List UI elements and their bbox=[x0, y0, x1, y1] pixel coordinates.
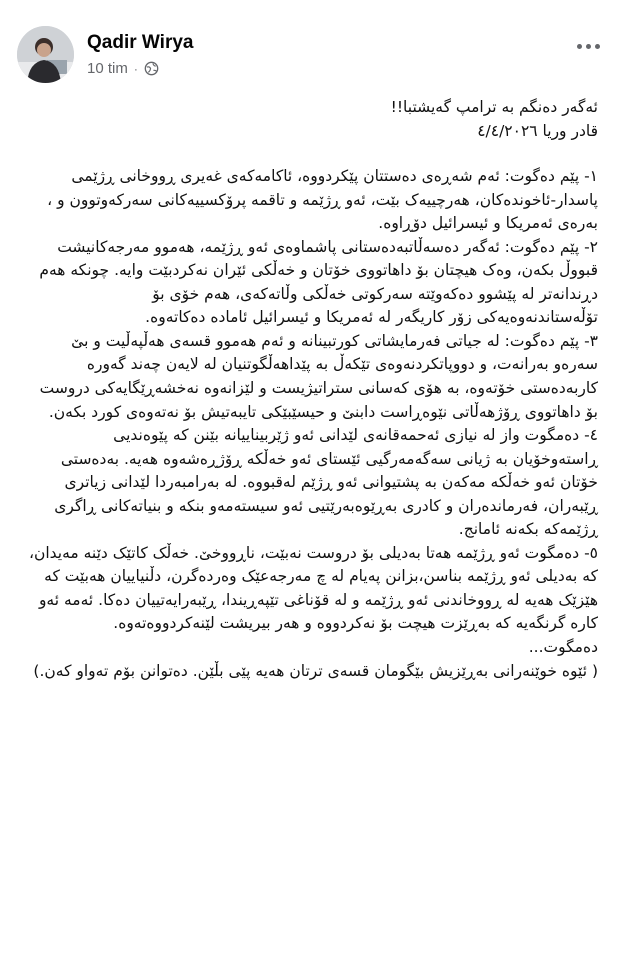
paragraph-readers-note: ( ئێوە خوێنەرانی بەڕێزیش بێگومان قسەی ترتان هەیە پێی بڵێن. دەتوانن بۆم تەواو کەن.) bbox=[33, 661, 598, 680]
post-meta bbox=[87, 60, 159, 77]
post-timestamp[interactable]: 10 tim bbox=[87, 60, 128, 77]
author-avatar[interactable] bbox=[17, 26, 74, 83]
post-signature: قادر وریا ٤/٤/٢٠٢٦ bbox=[477, 121, 598, 140]
post-headline: ئەگەر دەنگم بە ترامپ گەیشتبا!! bbox=[390, 98, 598, 116]
paragraph-2: ٢- پێم دەگوت: ئەگەر دەسەڵاتبەدەستانی پاشماوەی ئەو ڕژێمە، هەموو مەرجەکانیشت قبووڵ بکەن، وەک هیچتان بۆ داهاتووی خۆتان و خەڵکی ئێران نەکردبێت وایە. چونکە هەم دڕندانەتر لە پێشوو دەکەوێتە سەرکوتی خەڵکی وڵاتەکەی، هەم خۆی بۆ تۆڵەستاندنەوەیەکی زۆر کاریگەر لە ئەمریکا و ئیسرائیل ئامادە دەکاتەوە. bbox=[39, 237, 598, 327]
globe-icon[interactable] bbox=[144, 61, 159, 76]
paragraph-closing: دەمگوت... bbox=[528, 638, 598, 657]
post-header bbox=[0, 0, 620, 90]
post-body bbox=[28, 96, 598, 683]
more-options-icon[interactable] bbox=[572, 36, 604, 56]
author-name[interactable]: Qadir Wirya bbox=[87, 32, 194, 53]
paragraph-3: ٣- پێم دەگوت: لە جیاتی فەرمایشاتی کورتبینانە و ئەم هەموو قسەی هەڵپەڵیت و بێ سەرەو بەرانەت، و دووپاتکردنەوەی تێکەڵ بە پێداهەڵگوتنیان لە لایەن چەند گەورە کاربەدەستی خۆتەوە، بە هۆی کەسانی ستراتیژیست و لێزانەوە نەخشەڕێگایەکی دروست بۆ داهاتووی ڕۆژهەڵاتی نێوەڕاست دابنێ و حیسێبێکی تایبەتیش بۆ نەتەوەی کورد بکەن. bbox=[39, 331, 598, 421]
paragraph-5: ٥- دەمگوت ئەو ڕژێمە هەتا بەدیلی بۆ دروست نەبێت، ناڕووخێ. خەڵک کاتێک دێنە مەیدان، کە بەدیلی ئەو ڕژێمە بناسن،بزانن پەیام لە چ مەرجەعێک وەردەگرن، دڵنیاییان هەبێت کە هێزێک هەیە لە ڕووخاندنی ئەو ڕژێمە و لە قۆناغی تێپەڕیندا، ڕێبەرایەتییان دەکا. ئەمە ئەو کارە گرنگەیە کە بەڕێزت هیچت بۆ نەکردووە و هەر بیریشت لێنەکردووەتەوە. bbox=[28, 543, 598, 633]
paragraph-4: ٤- دەمگوت واز لە نیازی ئەحمەقانەی لێدانی ئەو ژێربیناییانە بێنن کە پێوەندیی ڕاستەوخۆیان بە ژیانی سەگەمەرگیی ئێستای ئەو خەڵکە ڕۆژڕەشەوە هەیە. بەدەستی خۆتان ئەو خەڵکە مەکەن بە پشتیوانی ئەو ڕژێم لەقبووە. لە بەرامبەردا لێدانی زیاتری ڕێبەران، فەرماندەران و کادری بەڕێوەبەرێتیی ئەو سیستەمەو بنکە و بنیاتەکانی ڕاگری ڕژێمەکە بکەنە ئامانج. bbox=[54, 426, 598, 539]
profile-photo bbox=[17, 26, 74, 83]
paragraph-1: ١- پێم دەگوت: ئەم شەڕەی دەستتان پێکردووە، ئاکامەکەی غەیری ڕووخانی ڕژێمی پاسدار-ئاخوندەکان، هەرچییەک بێت، ئەو ڕژێمە و تاقمە پرۆکسییەکانی سەرکەوتوون و ، بەرەی ئەمریکا و ئیسرائیل دۆڕاوە. bbox=[47, 167, 598, 233]
separator-dot: · bbox=[133, 61, 138, 76]
